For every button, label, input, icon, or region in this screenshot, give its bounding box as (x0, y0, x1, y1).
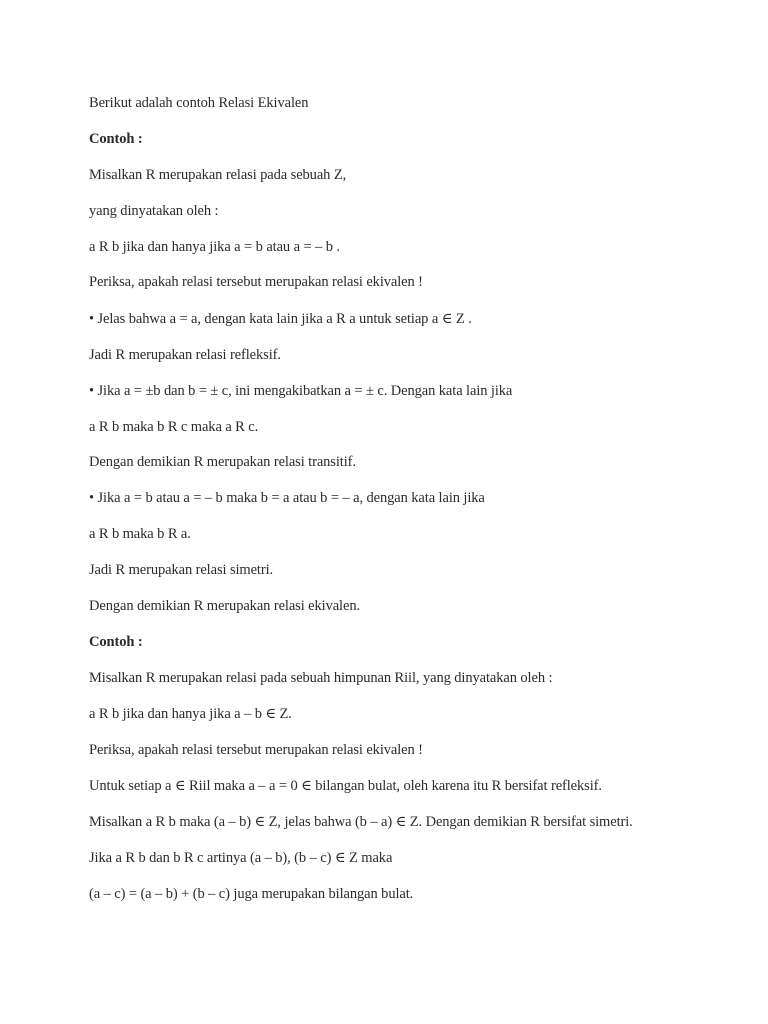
bullet-line: • Jika a = b atau a = – b maka b = a atau b = – a, dengan kata lain jika (89, 490, 485, 506)
text-line: Untuk setiap a ∈ Riil maka a – a = 0 ∈ bilangan bulat, oleh karena itu R bersifat refleksif. (89, 778, 602, 794)
text-line: (a – c) = (a – b) + (b – c) juga merupakan bilangan bulat. (89, 886, 414, 902)
text-line: a R b jika dan hanya jika a = b atau a = – b . (89, 239, 340, 255)
text-line: Misalkan R merupakan relasi pada sebuah himpunan Riil, yang dinyatakan oleh : (89, 670, 553, 686)
text-line: Jadi R merupakan relasi simetri. (89, 562, 274, 578)
text-line: a R b jika dan hanya jika a – b ∈ Z. (89, 706, 292, 722)
text-line: yang dinyatakan oleh : (89, 203, 219, 219)
text-line: Dengan demikian R merupakan relasi transitif. (89, 454, 356, 470)
text-line: Jadi R merupakan relasi refleksif. (89, 347, 281, 363)
text-line: Jika a R b dan b R c artinya (a – b), (b – c) ∈ Z maka (89, 850, 393, 866)
text-line: Misalkan R merupakan relasi pada sebuah Z, (89, 167, 347, 183)
text-line: Periksa, apakah relasi tersebut merupakan relasi ekivalen ! (89, 274, 423, 290)
bullet-line: • Jika a = ±b dan b = ± c, ini mengakibatkan a = ± c. Dengan kata lain jika (89, 383, 513, 399)
text-line: Misalkan a R b maka (a – b) ∈ Z, jelas bahwa (b – a) ∈ Z. Dengan demikian R bersifat simetri. (89, 814, 633, 830)
example-heading-1: Contoh : (89, 131, 143, 147)
example-heading-2: Contoh : (89, 634, 143, 650)
text-line: Periksa, apakah relasi tersebut merupakan relasi ekivalen ! (89, 742, 423, 758)
text-line: a R b maka b R c maka a R c. (89, 419, 259, 435)
bullet-line: • Jelas bahwa a = a, dengan kata lain jika a R a untuk setiap a ∈ Z . (89, 311, 472, 327)
intro-line: Berikut adalah contoh Relasi Ekivalen (89, 95, 309, 111)
text-line: Dengan demikian R merupakan relasi ekivalen. (89, 598, 361, 614)
text-line: a R b maka b R a. (89, 526, 191, 542)
